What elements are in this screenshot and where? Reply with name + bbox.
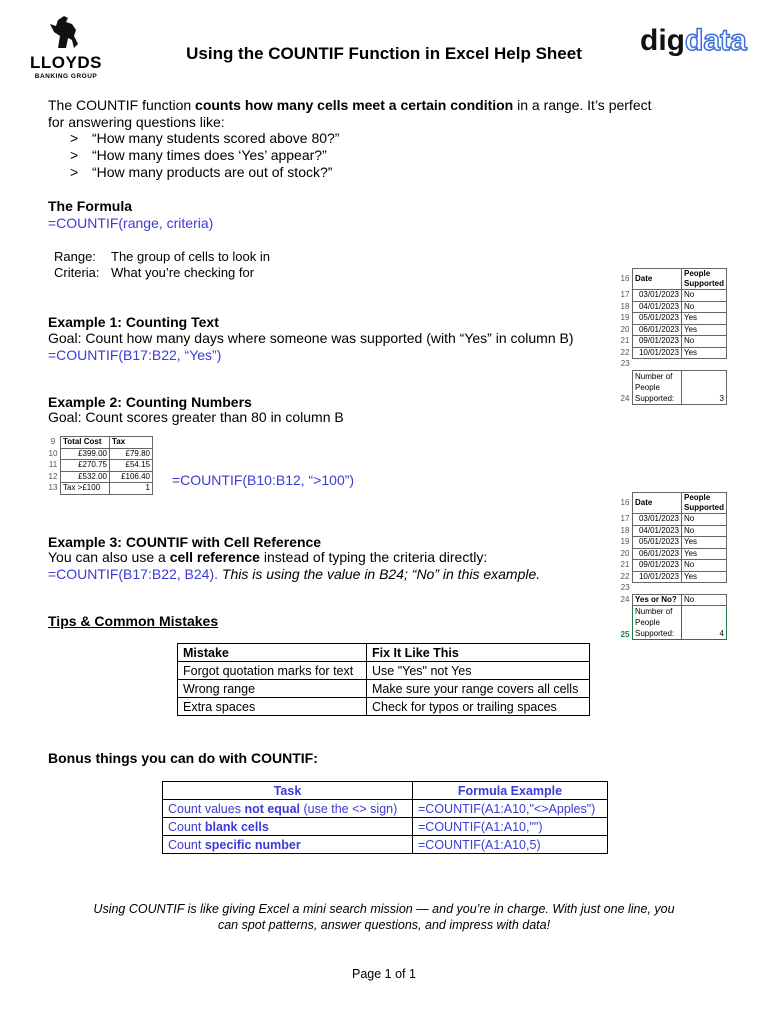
intro-text-a: The COUNTIF function bbox=[48, 97, 196, 113]
table-row: 20 06/01/2023 Yes bbox=[618, 324, 727, 336]
table-row: 10 £399.00 £79.80 bbox=[46, 448, 153, 460]
table-row: 18 04/01/2023 No bbox=[618, 301, 727, 313]
example2-formula: =COUNTIF(B10:B12, “>100”) bbox=[172, 472, 355, 488]
table-row: 19 05/01/2023 Yes bbox=[618, 313, 727, 325]
table-row: 19 05/01/2023 Yes bbox=[618, 537, 727, 549]
table-row: Wrong range Make sure your range covers all cells bbox=[178, 680, 590, 698]
excel-snippet-example3: 16 Date People Supported 17 03/01/2023 No 18 04/01/2023 No 19 05/01/2023 Yes 20 06/01/2023 Yes 21 09/01/2023 No 22 10/01/2023 Yes 23 24 Yes or No? No 25 Number of People Supported: 4 bbox=[618, 492, 727, 640]
table-row: Count values not equal (use the <> sign) =COUNTIF(A1:A10,"<>Apples") bbox=[163, 800, 608, 818]
criteria-label: Criteria: bbox=[54, 264, 100, 280]
digdata-logo-dig: dig bbox=[640, 24, 685, 57]
intro-paragraph bbox=[48, 97, 738, 131]
list-item: > “How many students scored above 80?” bbox=[70, 130, 340, 146]
table-row: 21 09/01/2023 No bbox=[618, 560, 727, 572]
page-title: Using the COUNTIF Function in Excel Help Sheet bbox=[186, 44, 582, 63]
example1-heading: Example 1: Counting Text bbox=[48, 314, 219, 330]
tips-heading: Tips & Common Mistakes bbox=[48, 613, 219, 629]
intro-bullets bbox=[70, 130, 339, 181]
closing-statement: Using COUNTIF is like giving Excel a mini search mission — and you’re in charge. With just one line, you can spot patterns, answer questions, and impress with data! bbox=[93, 902, 675, 932]
example3-formula: =COUNTIF(B17:B22, B24). bbox=[48, 566, 219, 582]
lloyds-subtext: BANKING GROUP bbox=[34, 73, 98, 80]
list-item: > “How many products are out of stock?” bbox=[70, 164, 333, 180]
formula-definitions bbox=[54, 249, 270, 280]
criteria-desc: What you’re checking for bbox=[111, 264, 255, 280]
excel-snippet-example1: 16 Date People Supported 17 03/01/2023 No 18 04/01/2023 No 19 05/01/2023 Yes 20 06/01/2023 Yes 21 09/01/2023 No 22 10/01/2023 Yes 23 24 Number of People Supported: 3 bbox=[618, 268, 727, 405]
lloyds-wordmark: LLOYDS bbox=[30, 53, 102, 72]
table-row: 9 Total Cost Tax bbox=[46, 437, 153, 449]
example2-goal: Goal: Count scores greater than 80 in column B bbox=[48, 409, 344, 425]
table-row: 17 03/01/2023 No bbox=[618, 290, 727, 302]
page-number: Page 1 of 1 bbox=[352, 967, 416, 981]
table-row: 18 04/01/2023 No bbox=[618, 525, 727, 537]
list-item: > “How many times does ‘Yes’ appear?” bbox=[70, 147, 327, 163]
range-desc: The group of cells to look in bbox=[111, 249, 270, 264]
bonus-table: Task Formula Example Count values not equal (use the <> sign) =COUNTIF(A1:A10,"<>Apples") Count blank cells =COUNTIF(A1:A10,"") Count specific number =COUNTIF(A1:A10,5) bbox=[162, 781, 608, 854]
table-row: Count specific number =COUNTIF(A1:A10,5) bbox=[163, 836, 608, 854]
table-row: 17 03/01/2023 No bbox=[618, 514, 727, 526]
table-row: 21 09/01/2023 No bbox=[618, 336, 727, 348]
table-row: 13 Tax >£100 1 bbox=[46, 483, 153, 495]
digdata-logo-data: data bbox=[685, 24, 747, 57]
table-row: 11 £270.75 £54.15 bbox=[46, 460, 153, 472]
example1-formula: =COUNTIF(B17:B22, “Yes”) bbox=[48, 347, 222, 363]
bonus-heading: Bonus things you can do with COUNTIF: bbox=[48, 750, 318, 766]
intro-text-c: in a range. It’s perfect bbox=[513, 97, 652, 113]
range-label: Range: bbox=[54, 249, 96, 264]
example3-formula-line bbox=[48, 566, 540, 583]
table-row: 20 06/01/2023 Yes bbox=[618, 548, 727, 560]
intro-text-bold: counts how many cells meet a certain condition bbox=[195, 97, 514, 113]
table-row: 22 10/01/2023 Yes bbox=[618, 571, 727, 583]
example1-goal: Goal: Count how many days where someone was supported (with “Yes” in column B) bbox=[48, 330, 574, 346]
example3-description: You can also use a cell reference instead of typing the criteria directly: bbox=[48, 549, 488, 565]
intro-text-line2: for answering questions like: bbox=[48, 114, 225, 130]
example3-note: This is using the value in B24; “No” in this example. bbox=[221, 566, 541, 582]
table-row: Extra spaces Check for typos or trailing spaces bbox=[178, 698, 590, 716]
table-row: Forgot quotation marks for text Use "Yes" not Yes bbox=[178, 662, 590, 680]
example3-heading: Example 3: COUNTIF with Cell Reference bbox=[48, 534, 322, 550]
table-row: 12 £532.00 £106.40 bbox=[46, 471, 153, 483]
example2-heading: Example 2: Counting Numbers bbox=[48, 394, 252, 410]
table-row: 22 10/01/2023 Yes bbox=[618, 347, 727, 359]
formula-heading: The Formula bbox=[48, 198, 133, 214]
excel-snippet-example2 bbox=[46, 436, 153, 495]
table-row: Count blank cells =COUNTIF(A1:A10,"") bbox=[163, 818, 608, 836]
formula-syntax: =COUNTIF(range, criteria) bbox=[48, 215, 214, 231]
tips-table: Mistake Fix It Like This Forgot quotation marks for text Use "Yes" not Yes Wrong range Make sure your range covers all cells Extra spaces Check for typos or trailing spaces bbox=[177, 643, 590, 716]
